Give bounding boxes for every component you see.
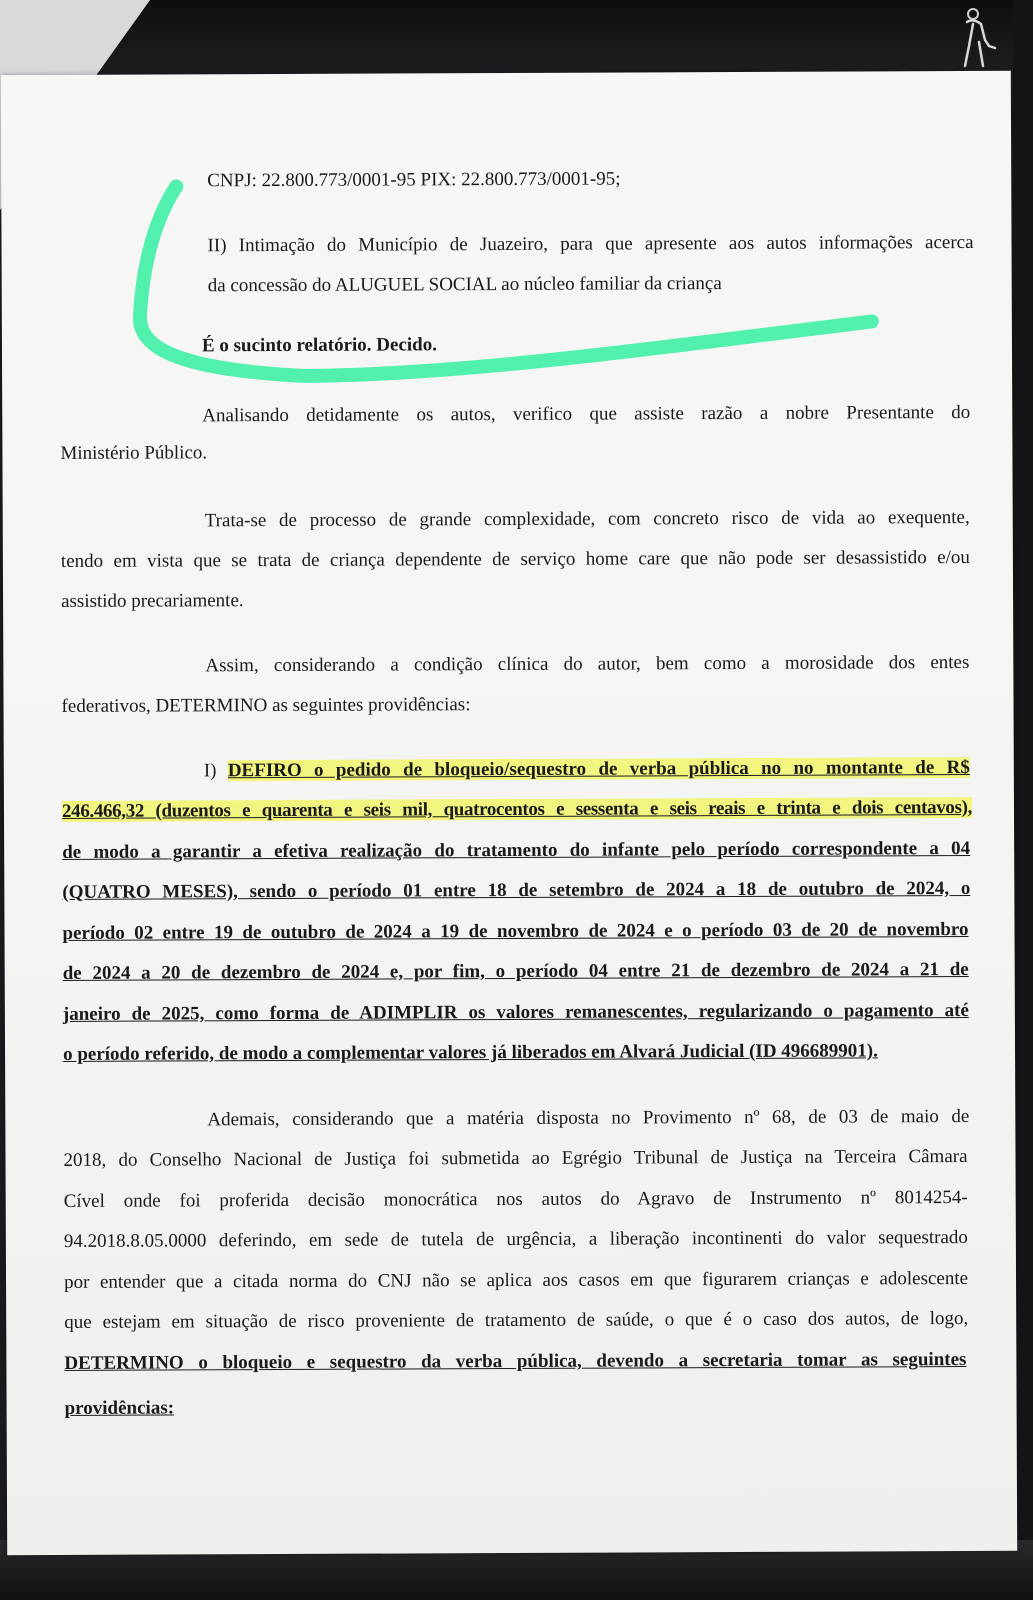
defiro-line-4: (QUATRO MESES), sendo o período 01 entre 18 de setembro de 2024 a 18 de outubro de 2024, o — [62, 877, 971, 903]
defiro-line-5: período 02 entre 19 de outubro de 2024 a 19 de novembro de 2024 e o período 03 de 20 de novembro — [62, 918, 969, 944]
ademais-line-4: 94.2018.8.05.0000 deferindo, em sede de tutela de urgência, a liberação incontinenti do valor sequestrado — [63, 1227, 968, 1252]
defiro-highlight-2: 246.466,32 (duzentos e quarenta e seis mil, quatrocentos e sessenta e seis reais e trinta e dois centavos), — [61, 796, 973, 822]
defiro-line-1 — [228, 756, 970, 783]
intimacao-line-2: da concessão do ALUGUEL SOCIAL ao núcleo familiar da criança — [207, 273, 722, 297]
document-page — [1, 71, 1017, 1555]
analisando-line-1: Analisando detidamente os autos, verifico que assiste razão a nobre Presentante do — [202, 401, 971, 427]
relatorio-line: É o sucinto relatório. Decido. — [201, 334, 438, 357]
defiro-line-6: de 2024 a 20 de dezembro de 2024 e, por fim, o período 04 entre 21 de dezembro de 2024 a 21 de — [62, 958, 969, 984]
determino-line-2: providências: — [64, 1397, 175, 1419]
defiro-line-8: o período referido, de modo a complementar valores já liberados em Alvará Judicial (ID 496689901). — [63, 1040, 878, 1065]
ademais-line-5: por entender que a citada norma do CNJ não se aplica aos casos em que figurarem crianças e adolescente — [63, 1268, 969, 1293]
item-prefix: I) — [203, 760, 217, 782]
assim-line-1: Assim, considerando a condição clínica do autor, bem como a morosidade dos entes — [205, 651, 970, 677]
defiro-line-2 — [62, 796, 972, 824]
assim-line-2: federativos, DETERMINO as seguintes providências: — [61, 694, 471, 717]
ademais-line-6: que estejam em situação de risco proveniente de tratamento de saúde, o que é o caso dos autos, de logo, — [64, 1308, 969, 1333]
intimacao-line-1: II) Intimação do Município de Juazeiro, para que apresente aos autos informações acerca — [207, 231, 974, 257]
trata-line-2: tendo em vista que se trata de criança dependente de serviço home care que não pode ser desassistido e/ou — [60, 546, 970, 572]
ademais-line-1: Ademais, considerando que a matéria disposta no Provimento nº 68, de 03 de maio de — [207, 1105, 970, 1131]
defiro-highlight-1: DEFIRO o pedido de bloqueio/sequestro de verba pública no no montante de R$ — [227, 756, 970, 782]
determino-line-1: DETERMINO o bloqueio e sequestro da verba pública, devendo a secretaria tomar as seguintes — [64, 1349, 967, 1374]
trata-line-1: Trata-se de processo de grande complexidade, com concreto risco de vida ao exequente, — [204, 506, 970, 532]
defiro-line-3: de modo a garantir a efetiva realização do tratamento do infante pelo período correspondente a 04 — [62, 837, 971, 863]
defiro-line-7: janeiro de 2025, como forma de ADIMPLIR os valores remanescentes, regularizando o pagamento até — [62, 999, 969, 1025]
trata-line-3: assistido precariamente. — [61, 590, 244, 612]
ademais-line-3: Cível onde foi proferida decisão monocrática nos autos do Agravo de Instrumento nº 8014254- — [63, 1187, 968, 1212]
analisando-line-2: Ministério Público. — [60, 442, 208, 464]
cnpj-line: CNPJ: 22.800.773/0001-95 PIX: 22.800.773/0001-95; — [207, 168, 621, 192]
figurine-icon — [959, 6, 999, 70]
ademais-line-2: 2018, do Conselho Nacional de Justiça foi submetida ao Egrégio Tribunal de Justiça na Terceira Câmara — [63, 1146, 968, 1171]
